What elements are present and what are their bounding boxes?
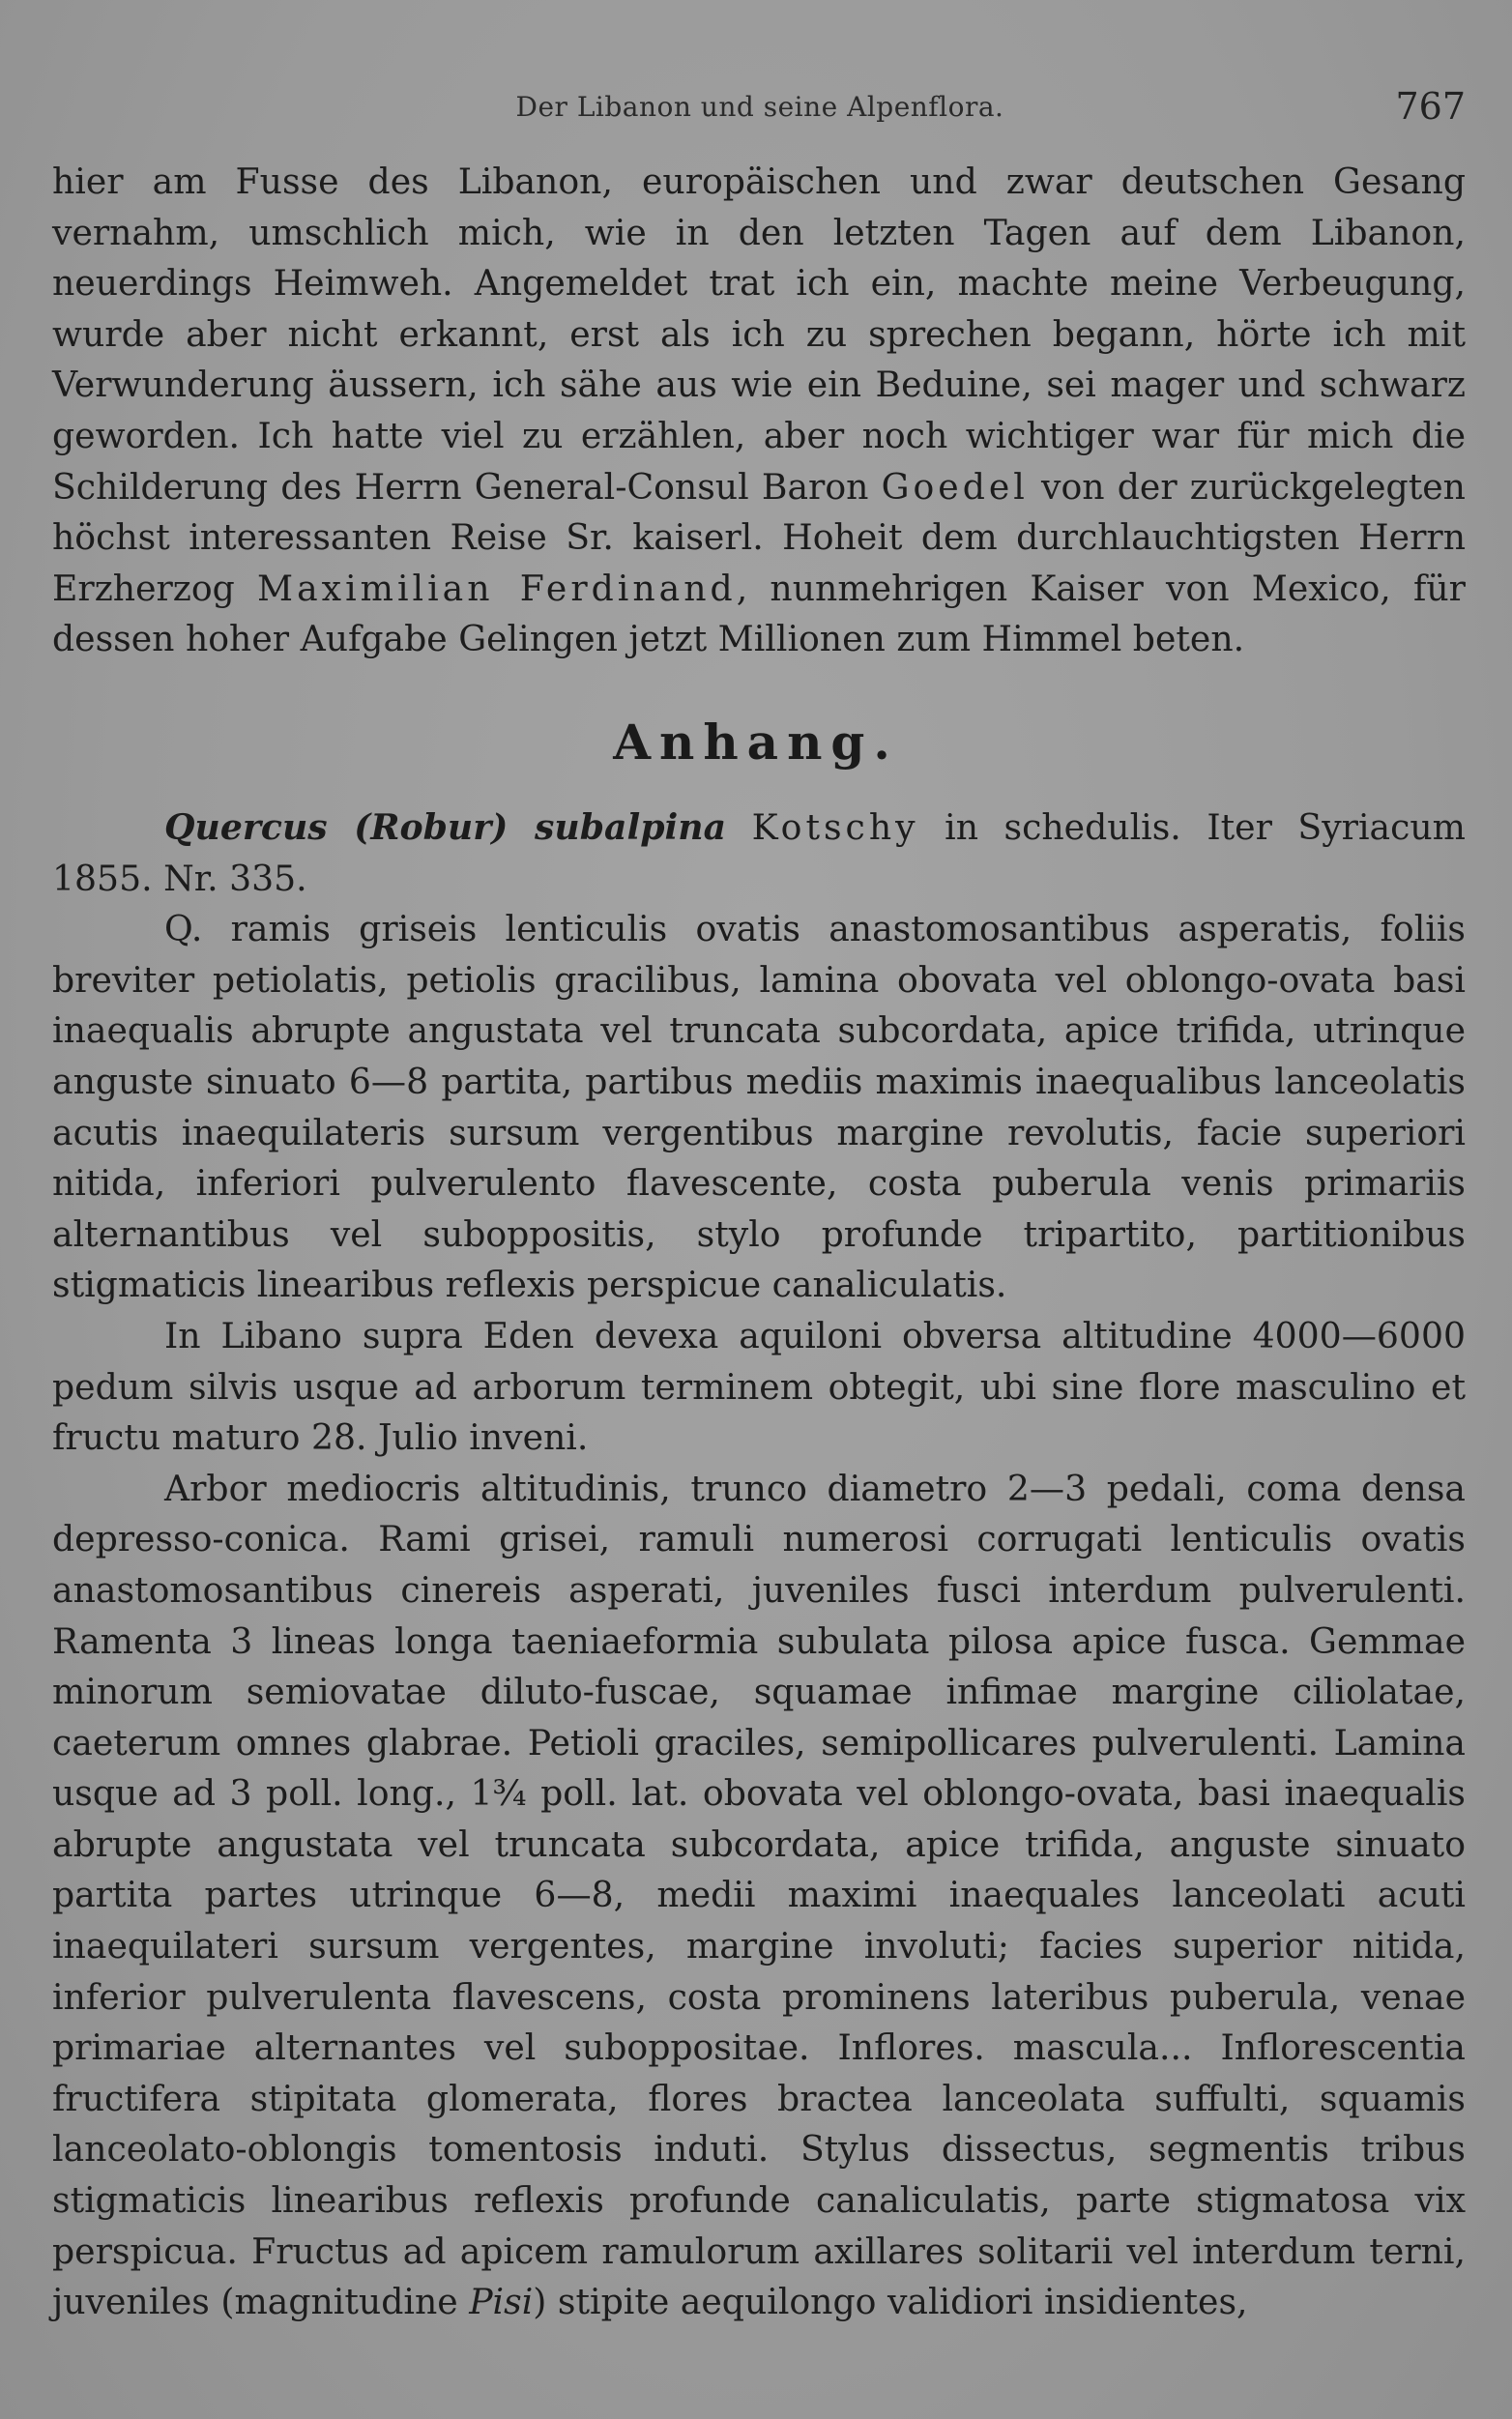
appendix-body — [52, 802, 1466, 2328]
intro-text-part: von der zurückgelegten höchst interessanten Reise Sr. kaiserl. Hoheit dem durchlauchtigsten Herrn Erzherzog — [52, 465, 1466, 609]
intro-paragraph — [52, 157, 1466, 665]
person-name-goedel: Goedel — [881, 465, 1029, 508]
person-name-maximilian: Maximilian Ferdinand — [257, 567, 737, 609]
running-title: Der Libanon und seine Alpenflora. — [515, 91, 1004, 123]
appendix-heading: Anhang. — [613, 714, 899, 771]
citation-text: in schedulis. Iter Syriacum 1855. Nr. 335. — [52, 806, 1466, 899]
species-name: Quercus (Robur) subalpina — [164, 806, 727, 848]
habitat-paragraph: In Libano supra Eden devexa aquiloni obversa altitudine 4000—6000 pedum silvis usque ad arborum terminem obtegit, ubi sine flore masculino et fructu maturo 28. Julio inveni. — [52, 1314, 1466, 1459]
species-author: Kotschy — [751, 806, 919, 848]
description-text: ) stipite aequilongo validiori insidientes, — [533, 2281, 1248, 2323]
diagnosis-paragraph: Q. ramis griseis lenticulis ovatis anastomosantibus asperatis, foliis breviter petiolatis, petiolis gracilibus, lamina obovata vel oblongo-ovata basi inaequalis abrupte angustata vel truncata subcordata, apice trifida, utrinque anguste sinuato 6—8 partita, partibus mediis maximis inaequalibus lanceolatis acutis inaequilateris sursum vergentibus margine revolutis, facie superiori nitida, inferiori pulverulento flavescente, costa puberula venis primariis alternantibus vel suboppositis, stylo profunde tripartito, partitionibus stigmaticis linearibus reflexis perspicue canaliculatis. — [52, 908, 1466, 1306]
description-paragraph — [52, 1464, 1466, 2328]
intro-text-part: hier am Fusse des Libanon, europäischen und zwar deutschen Gesang vernahm, umschlich mich, wie in den letzten Tagen auf dem Libanon, neuerdings Heimweh. Angemeldet trat ich ein, machte meine Verbeugung, wurde aber nicht erkannt, erst als ich zu sprechen begann, hörte ich mit Verwunderung äussern, ich sähe aus wie ein Beduine, sei mager und schwarz geworden. Ich hatte viel zu erzählen, aber noch wichtiger war für mich die Schilderung des Herrn General-Consul Baron — [52, 160, 1466, 508]
species-citation — [52, 802, 1466, 904]
page-number: 767 — [1395, 85, 1466, 128]
pisi-italic: Pisi — [469, 2281, 534, 2323]
intro-text-part: , nunmehrigen Kaiser von Mexico, für dessen hoher Aufgabe Gelingen jetzt Millionen zum Himmel beten. — [52, 567, 1466, 660]
description-text: Arbor mediocris altitudinis, trunco diametro 2—3 pedali, coma densa depresso-conica. Rami grisei, ramuli numerosi corrugati lenticulis ovatis anastomosantibus cinereis asperati, juveniles fusci interdum pulverulenti. Ramenta 3 lineas longa taeniaeformia subulata pilosa apice fusca. Gemmae minorum semiovatae diluto-fuscae, squamae infimae margine ciliolatae, caeterum omnes glabrae. Petioli graciles, semipollicares pulverulenti. Lamina usque ad 3 poll. long., 1¾ poll. lat. obovata vel oblongo-ovata, basi inaequalis abrupte angustata vel truncata subcordata, apice trifida, anguste sinuato partita partes utrinque 6—8, medii maximi inaequales lanceolati acuti inaequilateri sursum vergentes, margine involuti; facies superior nitida, inferior pulverulenta flavescens, costa prominens lateribus puberula, venae primariae alternantes vel suboppositae. Inflores. mascula... Inflorescentia fructifera stipitata glomerata, flores bractea lanceolata suffulti, squamis lanceolato-oblongis tomentosis induti. Stylus dissectus, segmentis tribus stigmaticis linearibus reflexis profunde canaliculatis, parte stigmatosa vix perspicua. Fructus ad apicem ramulorum axillares solitarii vel interdum terni, juveniles (magnitudine — [52, 1467, 1466, 2323]
page-header — [54, 85, 1466, 133]
